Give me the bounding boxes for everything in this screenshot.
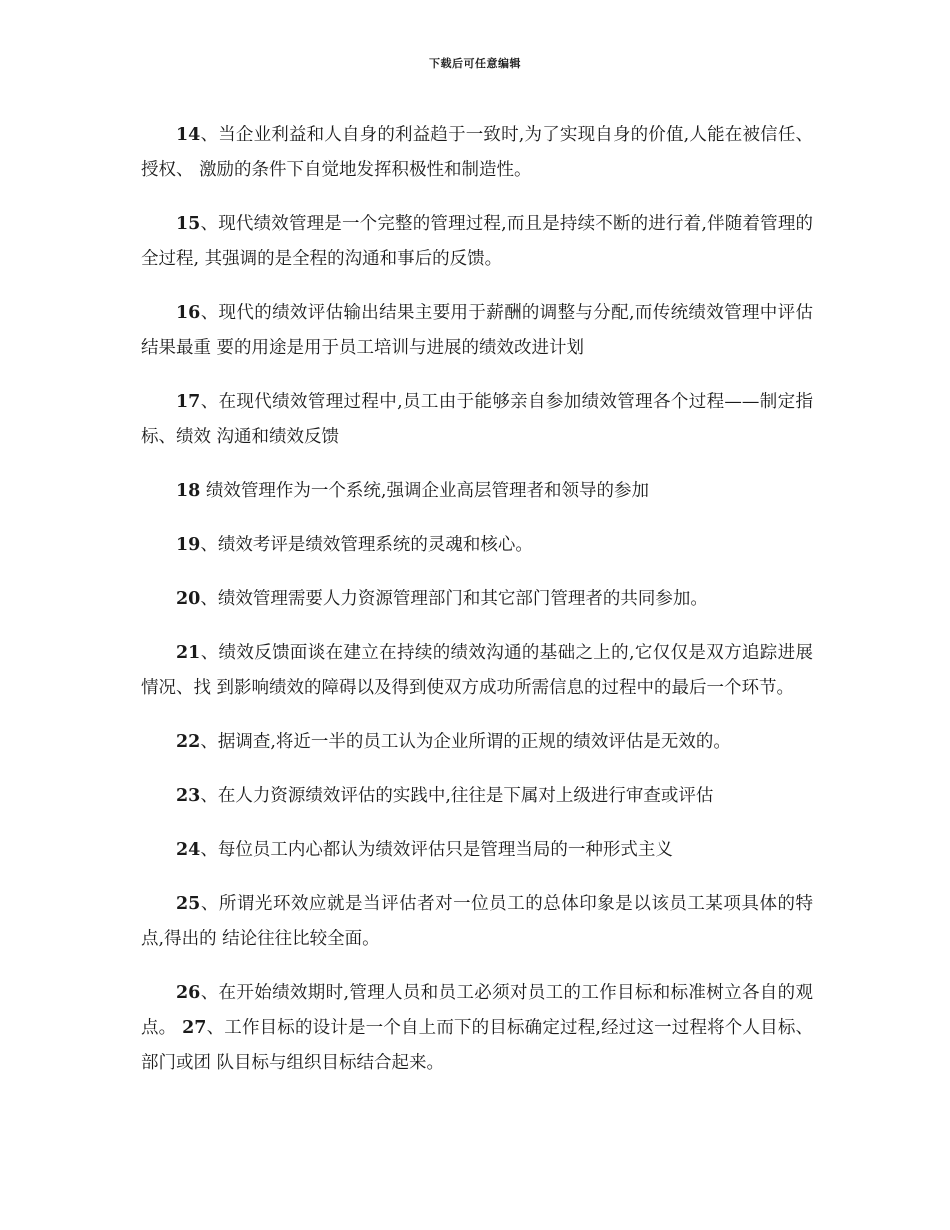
item-number: 14 bbox=[176, 125, 201, 145]
item-text: 、所谓光环效应就是当评估者对一位员工的总体印象是以该员工某项具体的特点,得出的 结论往往比较全面。 bbox=[141, 894, 813, 949]
item-text: 绩效管理作为一个系统,强调企业高层管理者和领导的参加 bbox=[200, 481, 649, 501]
item-text: 、现代的绩效评估输出结果主要用于薪酬的调整与分配,而传统绩效管理中评估结果最重 要的用途是用于员工培训与进展的绩效改进计划 bbox=[141, 303, 813, 358]
item-number: 24 bbox=[176, 840, 201, 860]
item-number: 15 bbox=[176, 214, 201, 234]
item-text: 、绩效反馈面谈在建立在持续的绩效沟通的基础之上的,它仅仅是双方追踪进展情况、找 到影响绩效的障碍以及得到使双方成功所需信息的过程中的最后一个环节。 bbox=[141, 643, 813, 698]
paragraph-17 bbox=[141, 385, 813, 455]
item-text: 、当企业利益和人自身的利益趋于一致时,为了实现自身的价值,人能在被信任、授权、 激励的条件下自觉地发挥积极性和制造性。 bbox=[141, 125, 813, 180]
item-text: 、绩效考评是绩效管理系统的灵魂和核心。 bbox=[200, 535, 533, 555]
item-text: 、在开始绩效期时,管理人员和员工必须对员工的工作目标和标准树立各自的观点。 bbox=[141, 983, 813, 1038]
paragraph-18 bbox=[141, 474, 813, 509]
item-number: 22 bbox=[176, 732, 201, 752]
item-text: 、工作目标的设计是一个自上而下的目标确定过程,经过这一过程将个人目标、部门或团 队目标与组织目标结合起来。 bbox=[141, 1018, 813, 1073]
paragraph-15 bbox=[141, 207, 813, 277]
paragraph-21 bbox=[141, 636, 813, 706]
item-text: 、据调查,将近一半的员工认为企业所谓的正规的绩效评估是无效的。 bbox=[200, 732, 731, 752]
paragraph-26-27 bbox=[141, 976, 813, 1081]
item-number: 18 bbox=[176, 481, 201, 501]
paragraph-20 bbox=[141, 582, 813, 617]
paragraph-25 bbox=[141, 887, 813, 957]
document-body bbox=[141, 118, 813, 1100]
item-text: 、在人力资源绩效评估的实践中,往往是下属对上级进行审查或评估 bbox=[200, 786, 714, 806]
item-number: 17 bbox=[176, 392, 201, 412]
item-number: 19 bbox=[176, 535, 201, 555]
item-number: 20 bbox=[176, 589, 201, 609]
item-number: 16 bbox=[176, 303, 201, 323]
item-number: 25 bbox=[176, 894, 201, 914]
item-number: 21 bbox=[176, 643, 201, 663]
paragraph-24 bbox=[141, 833, 813, 868]
paragraph-19 bbox=[141, 528, 813, 563]
item-text: 、每位员工内心都认为绩效评估只是管理当局的一种形式主义 bbox=[200, 840, 673, 860]
paragraph-22 bbox=[141, 725, 813, 760]
item-number: 26 bbox=[176, 983, 201, 1003]
item-number: 27 bbox=[182, 1018, 207, 1038]
paragraph-16 bbox=[141, 296, 813, 366]
item-text: 、现代绩效管理是一个完整的管理过程,而且是持续不断的进行着,伴随着管理的全过程, 其强调的是全程的沟通和事后的反馈。 bbox=[141, 214, 813, 269]
item-text: 、绩效管理需要人力资源管理部门和其它部门管理者的共同参加。 bbox=[200, 589, 708, 609]
item-number: 23 bbox=[176, 786, 201, 806]
page-header: 下载后可任意编辑 bbox=[429, 57, 521, 70]
paragraph-23 bbox=[141, 779, 813, 814]
paragraph-14 bbox=[141, 118, 813, 188]
item-text: 、在现代绩效管理过程中,员工由于能够亲自参加绩效管理各个过程——制定指标、绩效 沟通和绩效反馈 bbox=[141, 392, 813, 447]
